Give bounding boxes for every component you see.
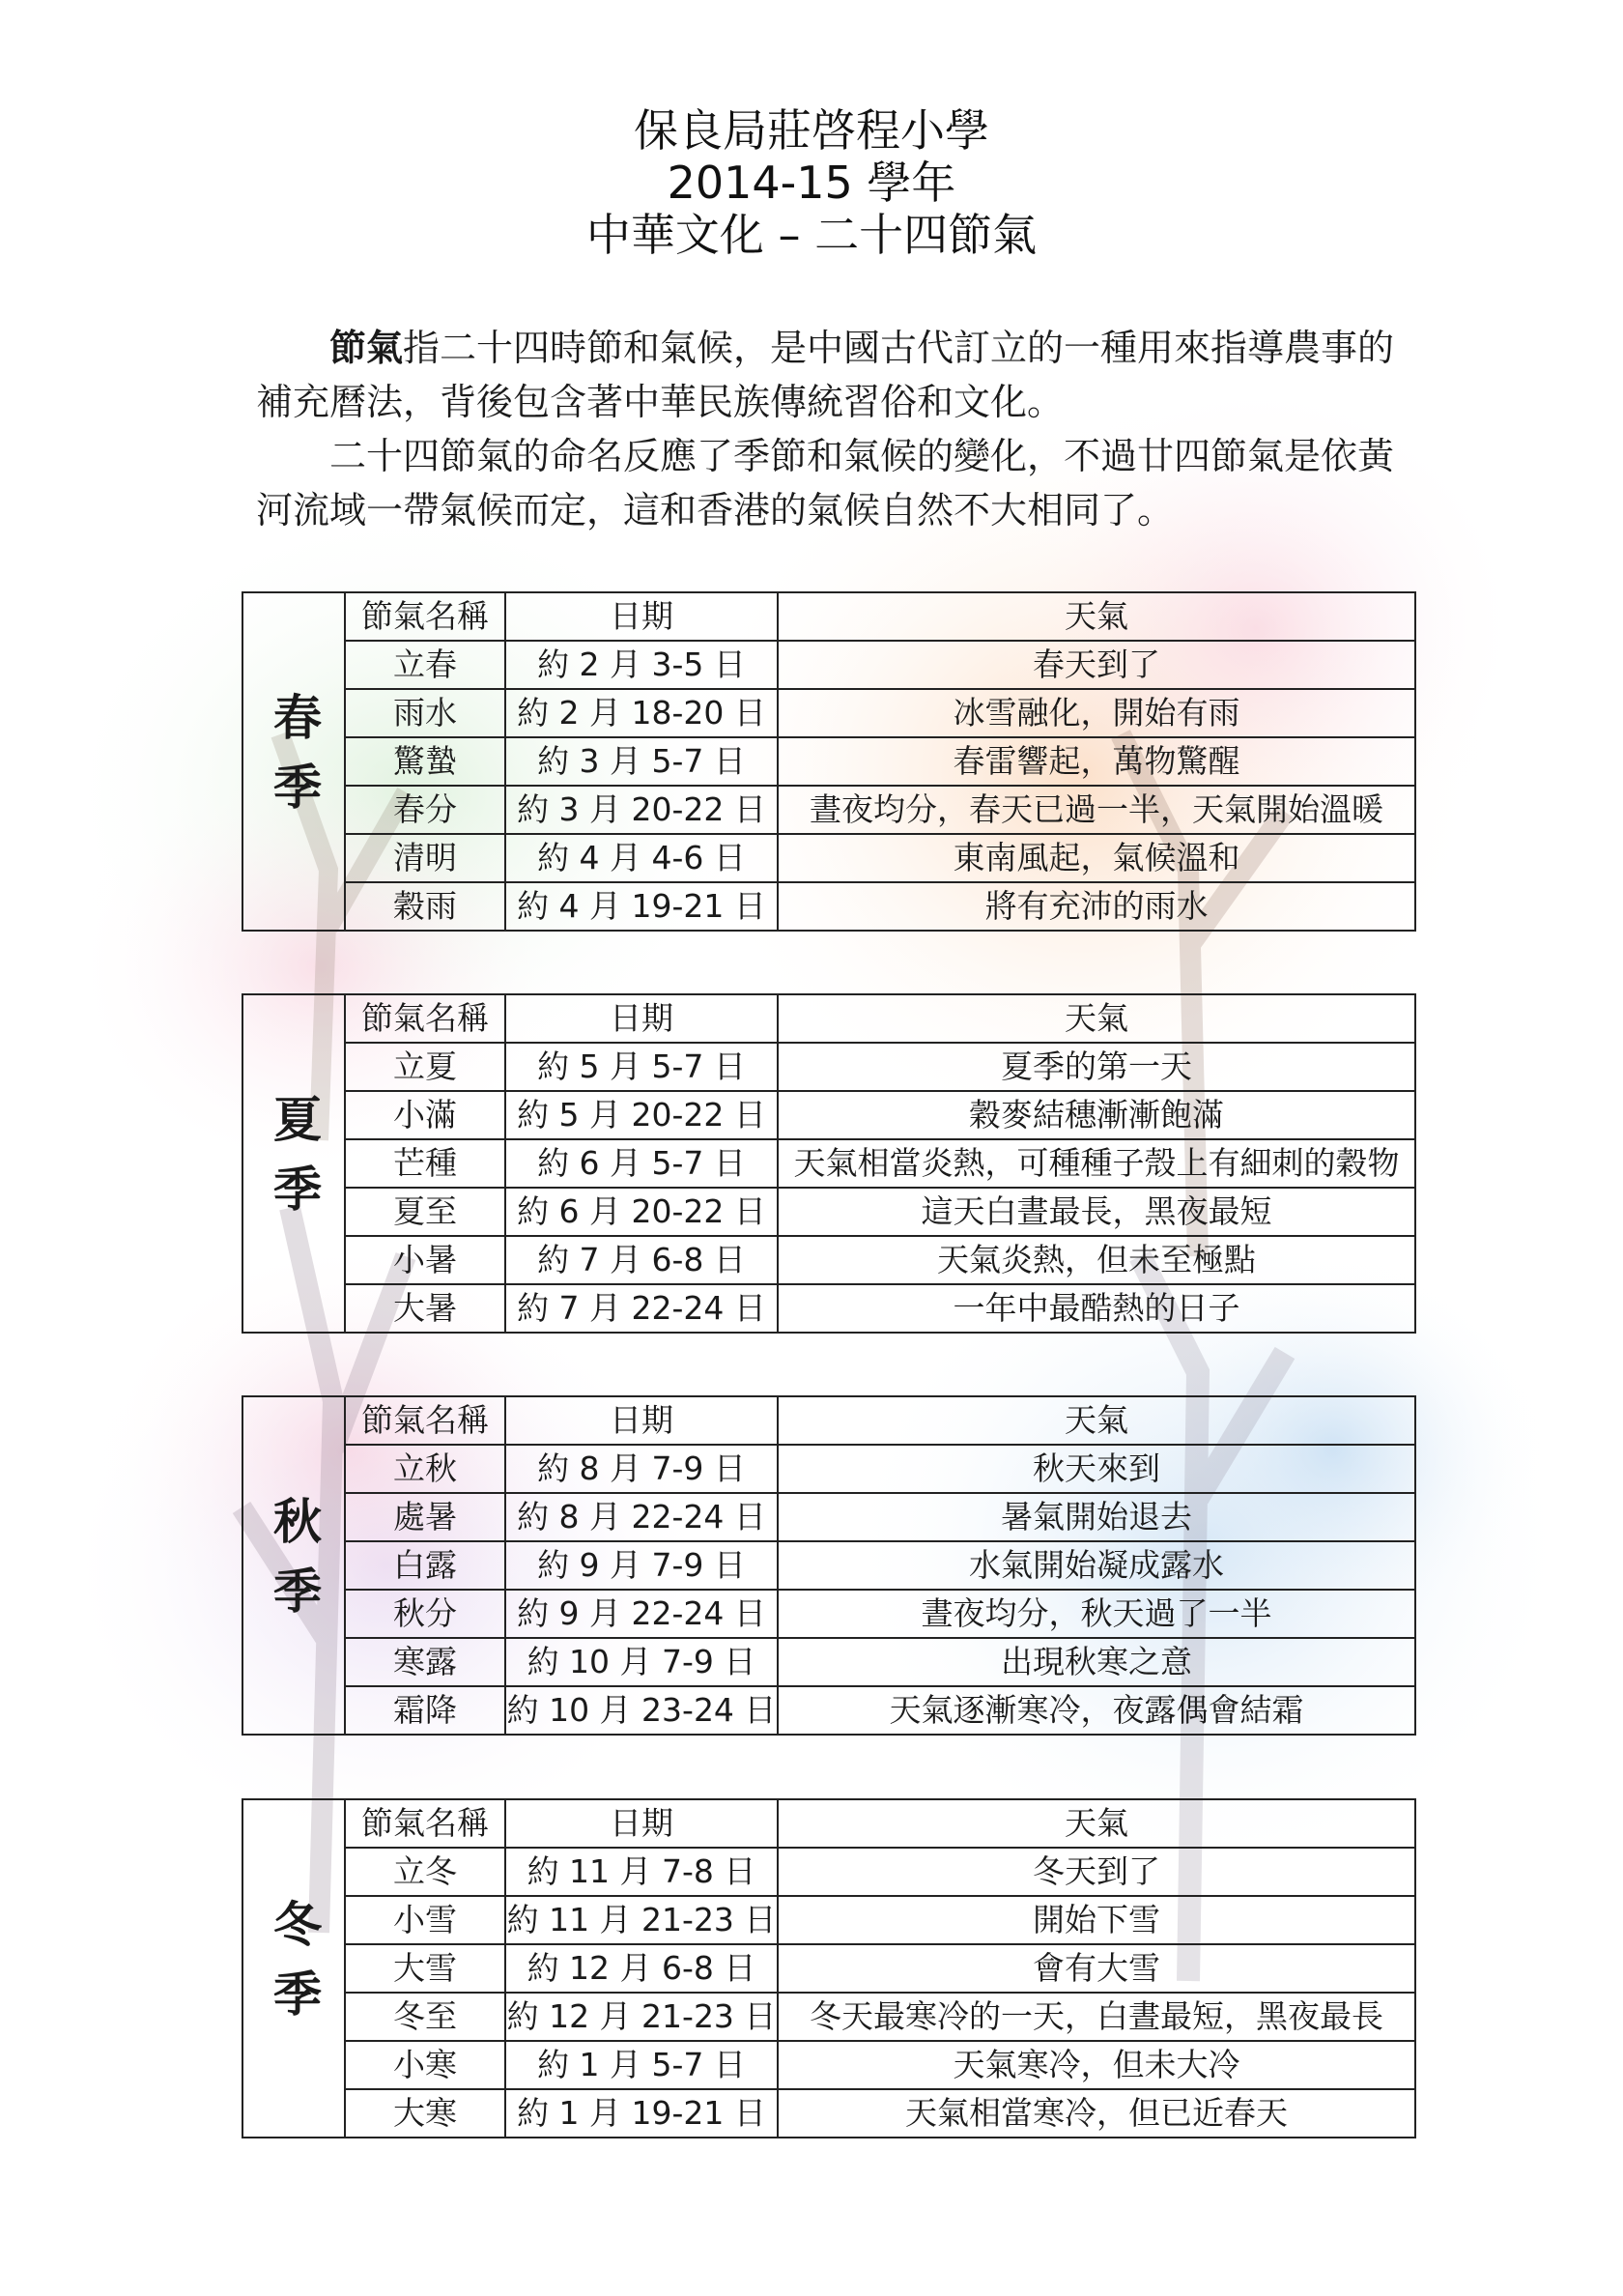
season-label-cell [242, 1396, 345, 1735]
solar-term-date: 約 8 月 7-9 日 [505, 1445, 778, 1493]
solar-term-date: 約 12 月 6-8 日 [505, 1944, 778, 1993]
solar-term-name: 小雪 [345, 1896, 505, 1944]
solar-term-name: 寒露 [345, 1638, 505, 1686]
solar-term-name: 立冬 [345, 1848, 505, 1896]
solar-term-name: 大雪 [345, 1944, 505, 1993]
table-row [242, 1043, 1415, 1091]
solar-term-weather: 一年中最酷熱的日子 [778, 1284, 1415, 1333]
season-table [242, 1395, 1416, 1736]
school-year: 2014-15 學年 [667, 157, 956, 209]
school-name: 保良局莊啓程小學 [634, 104, 989, 157]
season-label: 秋季 [266, 1496, 322, 1635]
column-header-weather: 天氣 [778, 994, 1415, 1043]
season-label-cell [242, 1799, 345, 2138]
solar-term-name: 小寒 [345, 2041, 505, 2089]
table-header-row [242, 592, 1415, 641]
column-header-date: 日期 [505, 592, 778, 641]
document-header [0, 104, 1623, 261]
table-row [242, 2089, 1415, 2138]
solar-term-name: 白露 [345, 1541, 505, 1590]
solar-term-date: 約 9 月 22-24 日 [505, 1590, 778, 1638]
solar-term-weather: 秋天來到 [778, 1445, 1415, 1493]
solar-term-weather: 出現秋寒之意 [778, 1638, 1415, 1686]
solar-term-name: 大寒 [345, 2089, 505, 2138]
solar-term-name: 冬至 [345, 1993, 505, 2041]
column-header-weather: 天氣 [778, 1799, 1415, 1848]
table-row [242, 1896, 1415, 1944]
solar-term-date: 約 3 月 5-7 日 [505, 737, 778, 786]
solar-term-date: 約 6 月 5-7 日 [505, 1139, 778, 1188]
column-header-name: 節氣名稱 [345, 1799, 505, 1848]
solar-term-name: 春分 [345, 786, 505, 834]
column-header-weather: 天氣 [778, 592, 1415, 641]
solar-term-date: 約 3 月 20-22 日 [505, 786, 778, 834]
intro-text [256, 321, 1406, 537]
solar-term-name: 芒種 [345, 1139, 505, 1188]
solar-term-weather: 天氣相當炎熱，可種種子殼上有細刺的穀物 [778, 1139, 1415, 1188]
table-row [242, 786, 1415, 834]
table-row [242, 1590, 1415, 1638]
solar-term-date: 約 1 月 19-21 日 [505, 2089, 778, 2138]
column-header-date: 日期 [505, 1396, 778, 1445]
table-row [242, 1493, 1415, 1541]
solar-term-date: 約 5 月 20-22 日 [505, 1091, 778, 1139]
solar-term-weather: 天氣寒冷，但未大冷 [778, 2041, 1415, 2089]
solar-term-date: 約 11 月 21-23 日 [505, 1896, 778, 1944]
solar-term-name: 立夏 [345, 1043, 505, 1091]
solar-term-weather: 夏季的第一天 [778, 1043, 1415, 1091]
season-label: 夏季 [266, 1094, 322, 1233]
solar-term-name: 穀雨 [345, 882, 505, 931]
season-label: 冬季 [266, 1899, 322, 2038]
solar-term-name: 處暑 [345, 1493, 505, 1541]
season-table [242, 993, 1416, 1334]
solar-term-weather: 晝夜均分，秋天過了一半 [778, 1590, 1415, 1638]
solar-term-weather: 天氣相當寒冷，但已近春天 [778, 2089, 1415, 2138]
season-table [242, 591, 1416, 932]
solar-term-name: 夏至 [345, 1188, 505, 1236]
solar-term-date: 約 5 月 5-7 日 [505, 1043, 778, 1091]
solar-term-date: 約 10 月 23-24 日 [505, 1686, 778, 1735]
intro-paragraph-1-text: 指二十四時節和氣候，是中國古代訂立的一種用來指導農事的補充曆法，背後包含著中華民族傳統習俗和文化。 [256, 327, 1395, 423]
season-label: 春季 [266, 692, 322, 831]
column-header-date: 日期 [505, 994, 778, 1043]
table-row [242, 641, 1415, 689]
solar-term-weather: 晝夜均分，春天已過一半，天氣開始溫暖 [778, 786, 1415, 834]
solar-term-name: 大暑 [345, 1284, 505, 1333]
solar-term-name: 立春 [345, 641, 505, 689]
table-row [242, 1091, 1415, 1139]
solar-term-weather: 東南風起，氣候溫和 [778, 834, 1415, 882]
solar-term-name: 小滿 [345, 1091, 505, 1139]
solar-term-date: 約 12 月 21-23 日 [505, 1993, 778, 2041]
solar-term-date: 約 11 月 7-8 日 [505, 1848, 778, 1896]
solar-term-weather: 將有充沛的雨水 [778, 882, 1415, 931]
solar-term-weather: 天氣炎熱，但未至極點 [778, 1236, 1415, 1284]
table-row [242, 834, 1415, 882]
table-header-row [242, 1799, 1415, 1848]
table-header-row [242, 1396, 1415, 1445]
solar-term-weather: 這天白晝最長，黑夜最短 [778, 1188, 1415, 1236]
document-topic: 中華文化 – 二十四節氣 [585, 209, 1038, 261]
table-row [242, 882, 1415, 931]
solar-term-name: 霜降 [345, 1686, 505, 1735]
season-table [242, 1798, 1416, 2138]
solar-term-weather: 開始下雪 [778, 1896, 1415, 1944]
solar-term-date: 約 7 月 6-8 日 [505, 1236, 778, 1284]
solar-term-date: 約 4 月 19-21 日 [505, 882, 778, 931]
solar-term-name: 雨水 [345, 689, 505, 737]
table-row [242, 1993, 1415, 2041]
table-row [242, 1236, 1415, 1284]
solar-term-date: 約 2 月 3-5 日 [505, 641, 778, 689]
season-label-cell [242, 592, 345, 931]
solar-term-name: 驚蟄 [345, 737, 505, 786]
solar-term-date: 約 2 月 18-20 日 [505, 689, 778, 737]
solar-term-date: 約 6 月 20-22 日 [505, 1188, 778, 1236]
solar-term-date: 約 7 月 22-24 日 [505, 1284, 778, 1333]
solar-term-weather: 水氣開始凝成露水 [778, 1541, 1415, 1590]
solar-term-date: 約 10 月 7-9 日 [505, 1638, 778, 1686]
table-row [242, 1848, 1415, 1896]
solar-term-date: 約 9 月 7-9 日 [505, 1541, 778, 1590]
table-row [242, 1686, 1415, 1735]
intro-paragraph-2: 二十四節氣的命名反應了季節和氣候的變化，不過廿四節氣是依黃河流域一帶氣候而定，這和香港的氣候自然不大相同了。 [256, 435, 1395, 531]
solar-term-weather: 暑氣開始退去 [778, 1493, 1415, 1541]
table-row [242, 1944, 1415, 1993]
solar-term-date: 約 1 月 5-7 日 [505, 2041, 778, 2089]
solar-term-weather: 天氣逐漸寒冷，夜露偶會結霜 [778, 1686, 1415, 1735]
season-label-cell [242, 994, 345, 1333]
solar-term-name: 秋分 [345, 1590, 505, 1638]
solar-term-name: 立秋 [345, 1445, 505, 1493]
solar-term-weather: 春雷響起，萬物驚醒 [778, 737, 1415, 786]
solar-term-weather: 春天到了 [778, 641, 1415, 689]
solar-term-date: 約 8 月 22-24 日 [505, 1493, 778, 1541]
table-row [242, 1445, 1415, 1493]
solar-term-weather: 冰雪融化，開始有雨 [778, 689, 1415, 737]
column-header-name: 節氣名稱 [345, 1396, 505, 1445]
solar-term-date: 約 4 月 4-6 日 [505, 834, 778, 882]
table-row [242, 1188, 1415, 1236]
column-header-name: 節氣名稱 [345, 994, 505, 1043]
table-row [242, 1541, 1415, 1590]
solar-term-weather: 冬天到了 [778, 1848, 1415, 1896]
column-header-name: 節氣名稱 [345, 592, 505, 641]
intro-paragraph-1 [256, 321, 1406, 429]
solar-term-name: 小暑 [345, 1236, 505, 1284]
table-header-row [242, 994, 1415, 1043]
solar-term-weather: 穀麥結穗漸漸飽滿 [778, 1091, 1415, 1139]
table-row [242, 1284, 1415, 1333]
intro-keyword: 節氣 [329, 327, 404, 369]
solar-term-weather: 會有大雪 [778, 1944, 1415, 1993]
table-row [242, 1638, 1415, 1686]
table-row [242, 689, 1415, 737]
table-row [242, 1139, 1415, 1188]
column-header-weather: 天氣 [778, 1396, 1415, 1445]
table-row [242, 2041, 1415, 2089]
table-row [242, 737, 1415, 786]
solar-term-weather: 冬天最寒冷的一天，白晝最短，黑夜最長 [778, 1993, 1415, 2041]
column-header-date: 日期 [505, 1799, 778, 1848]
solar-term-name: 清明 [345, 834, 505, 882]
